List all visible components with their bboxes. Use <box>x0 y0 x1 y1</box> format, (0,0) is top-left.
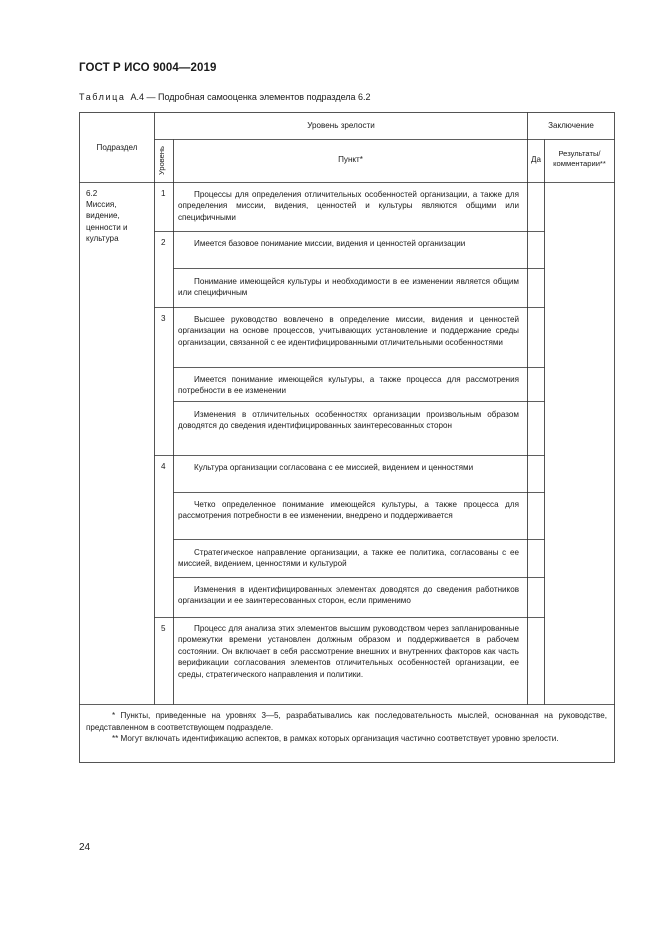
header-maturity-level: Уровень зрелости <box>307 121 375 130</box>
level-number: 5 <box>161 624 166 633</box>
subsection-title: Миссия, видение, ценности и культура <box>86 200 128 244</box>
table-item: Имеется понимание имеющейся культуры, а также процесса для рассмотрения потребности в ее изменении <box>178 375 519 396</box>
footnote: * Пункты, приведенные на уровнях 3—5, разрабатывались как последовательность мыслей, основанная на руководстве, представленном в соответствующем подразделе. <box>86 711 607 732</box>
table-caption-text: A.4 — Подробная самооценка элементов подраздела 6.2 <box>130 92 371 102</box>
table-item: Стратегическое направление организации, а также ее политика, согласованы с ее миссией, видением, ценностями и культурой <box>178 548 519 569</box>
table-item: Процессы для определения отличительных особенностей организации, а также для определения миссии, видения, ценностей и культуры являются общими или специфичными <box>178 190 519 222</box>
header-results: Результаты/ комментарии** <box>553 149 606 168</box>
table-item: Имеется базовое понимание миссии, видения и ценностей организации <box>194 239 466 248</box>
table-item: Процесс для анализа этих элементов высшим руководством через запланированные промежутки времени установлен должным образом и поддерживается в рабочем состоянии. Он включает в себя рассмотрение внешних и внутренних факторов как часть верификации согласования элементов отличительных особенностей организации, ее среды, стратегического направления и политики. <box>178 624 519 679</box>
header-subsection: Подраздел <box>96 143 138 152</box>
subsection-number: 6.2 <box>86 189 98 198</box>
footnote: ** Могут включать идентификацию аспектов, в рамках которых организация частично соответствует уровню зрелости. <box>112 734 559 743</box>
table-item: Высшее руководство вовлечено в определение миссии, видения и ценностей организации на основе процессов, учитывающих установление и поддержание среды организации, связанной с ее идентифицированными отличительными особенностями <box>178 315 519 347</box>
document-header: ГОСТ Р ИСО 9004—2019 <box>79 62 217 74</box>
table-item: Изменения в отличительных особенностях организации произвольным образом доводятся до сведения идентифицированных заинтересованных сторон <box>178 410 519 431</box>
table-item: Изменения в идентифицированных элементах доводятся до сведения работников организации и ее заинтересованных сторон, если применимо <box>178 585 519 606</box>
header-conclusion: Заключение <box>548 121 594 130</box>
header-level: Уровень <box>157 146 166 176</box>
table-item: Культура организации согласована с ее миссией, видением и ценностями <box>194 463 474 472</box>
table-item: Четко определенное понимание имеющейся культуры, а также процесса для рассмотрения потребности в ее изменении, внедрено и поддерживается <box>178 500 519 521</box>
table-item: Понимание имеющейся культуры и необходимости в ее изменении является общим или специфичным <box>178 277 519 298</box>
header-item: Пункт* <box>338 155 363 164</box>
header-yes: Да <box>531 155 541 164</box>
page-number: 24 <box>79 842 91 853</box>
level-number: 3 <box>161 314 166 323</box>
level-number: 1 <box>161 189 166 198</box>
level-number: 4 <box>161 462 166 471</box>
level-number: 2 <box>161 238 166 247</box>
table-caption-label: Таблица <box>79 92 126 102</box>
